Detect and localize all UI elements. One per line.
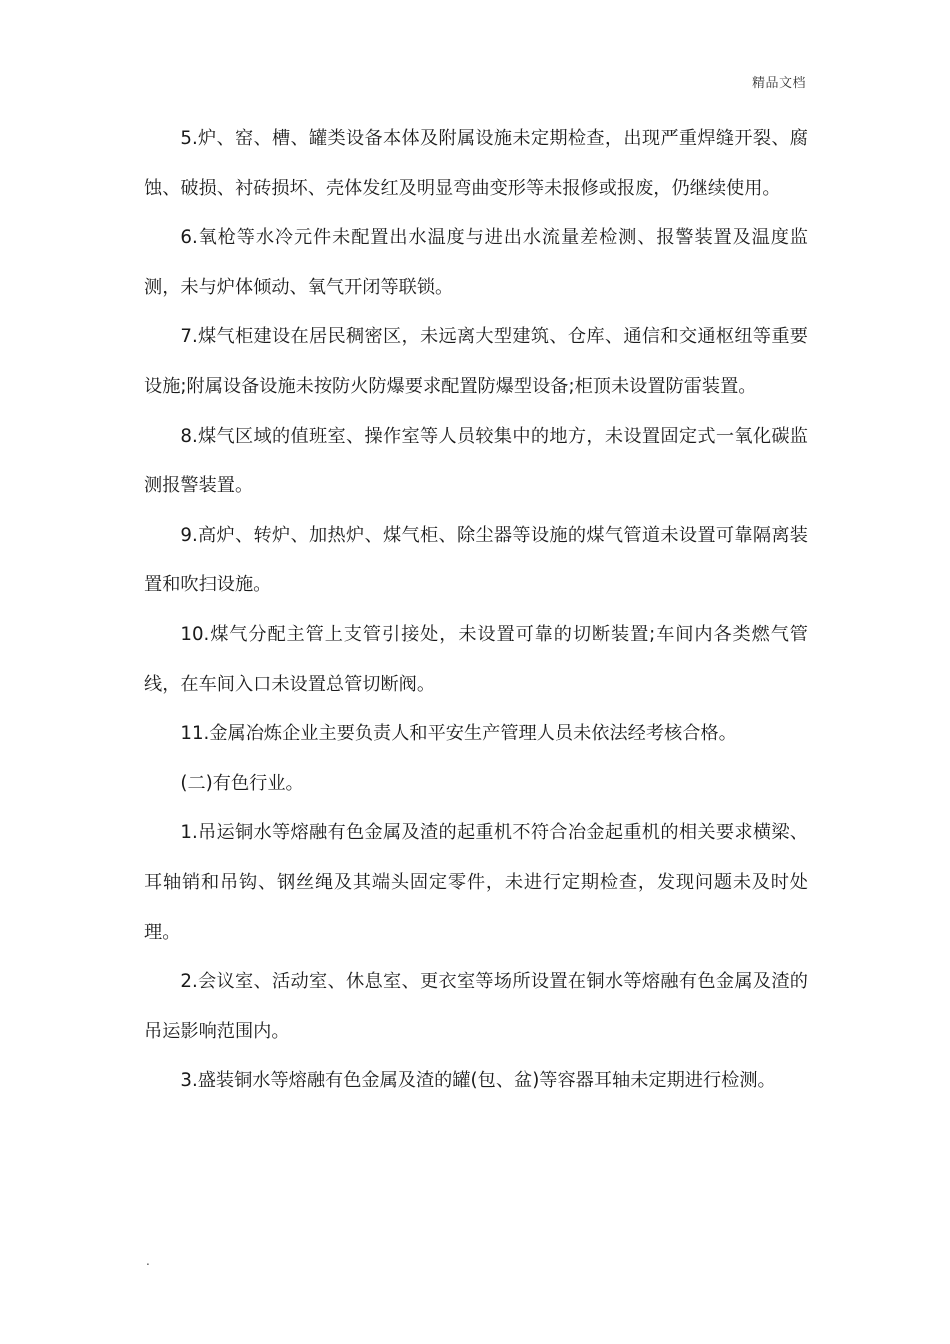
paragraph-item-6: 6.氧枪等水冷元件未配置出水温度与进出水流量差检测、报警装置及温度监测，未与炉体倾动、氧气开闭等联锁。	[144, 227, 808, 298]
paragraph-item-9: 9.高炉、转炉、加热炉、煤气柜、除尘器等设施的煤气管道未设置可靠隔离装置和吹扫设施。	[144, 524, 808, 596]
page-header-label: 精品文档	[751, 76, 806, 91]
paragraph-nonferrous-2: 2.会议室、活动室、休息室、更衣室等场所设置在铜水等熔融有色金属及渣的吊运影响范围内。	[144, 971, 808, 1042]
footer-mark: .	[146, 1254, 150, 1268]
paragraph-item-10: 10.煤气分配主管上支管引接处，未设置可靠的切断装置;车间内各类燃气管线，在车间入口未设置总管切断阀。	[144, 623, 808, 695]
paragraph-item-8: 8.煤气区域的值班室、操作室等人员较集中的地方，未设置固定式一氧化碳监测报警装置。	[144, 425, 808, 497]
section-heading-nonferrous: (二)有色行业。	[180, 772, 304, 794]
paragraph-nonferrous-3: 3.盛装铜水等熔融有色金属及渣的罐(包、盆)等容器耳轴未定期进行检测。	[180, 1070, 776, 1092]
paragraph-item-11: 11.金属冶炼企业主要负责人和平安生产管理人员未依法经考核合格。	[180, 723, 737, 745]
paragraph-item-5: 5.炉、窑、槽、罐类设备本体及附属设施未定期检查，出现严重焊缝开裂、腐蚀、破损、衬砖损坏、壳体发红及明显弯曲变形等未报修或报废，仍继续使用。	[144, 128, 808, 199]
paragraph-item-7: 7.煤气柜建设在居民稠密区，未远离大型建筑、仓库、通信和交通枢纽等重要设施;附属设备设施未按防火防爆要求配置防爆型设备;柜顶未设置防雷装置。	[144, 326, 808, 397]
paragraph-nonferrous-1: 1.吊运铜水等熔融有色金属及渣的起重机不符合冶金起重机的相关要求横梁、耳轴销和吊钩、钢丝绳及其端头固定零件，未进行定期检查，发现问题未及时处理。	[144, 822, 808, 943]
document-body	[144, 114, 808, 1106]
